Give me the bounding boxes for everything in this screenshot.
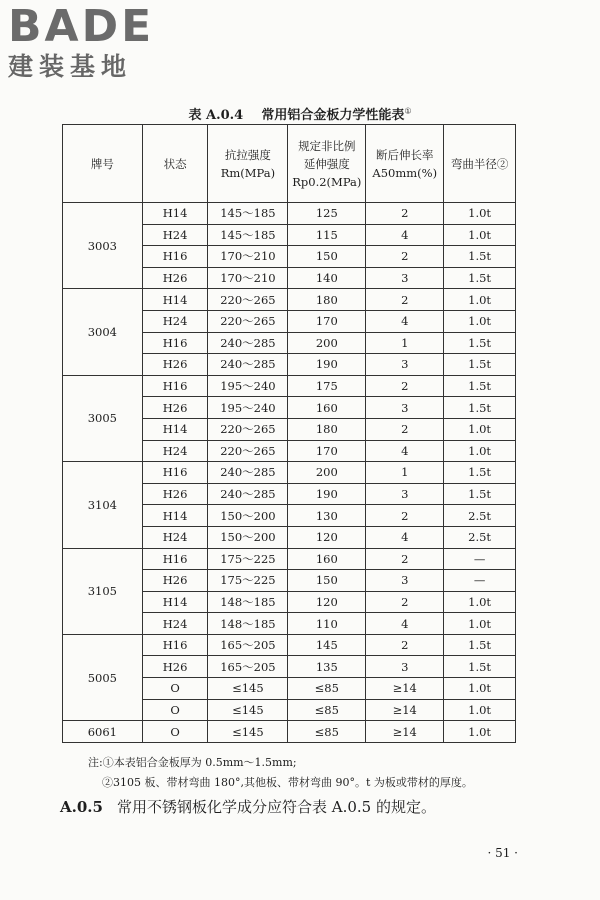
proof-cell: 140	[288, 267, 366, 289]
tensile-cell: 150～200	[208, 505, 288, 527]
bend-radius-cell: 1.5t	[444, 354, 516, 376]
tensile-cell: 195～240	[208, 375, 288, 397]
state-cell: O	[142, 678, 208, 700]
bend-radius-cell: 1.5t	[444, 246, 516, 268]
brand-cell: 3003	[63, 203, 143, 289]
elongation-cell: 3	[366, 483, 444, 505]
elongation-cell: 4	[366, 526, 444, 548]
elongation-cell: 2	[366, 505, 444, 527]
elongation-cell: 4	[366, 224, 444, 246]
bend-radius-cell: 1.0t	[444, 678, 516, 700]
bend-radius-cell: —	[444, 570, 516, 592]
header-proof-line3: Rp0.2(MPa)	[292, 174, 362, 189]
table-row	[63, 548, 516, 570]
proof-cell: 130	[288, 505, 366, 527]
state-cell: H14	[142, 591, 208, 613]
bend-radius-cell: 1.5t	[444, 462, 516, 484]
bend-radius-cell: 1.0t	[444, 440, 516, 462]
header-proof-line2: 延伸强度	[303, 156, 350, 171]
header-tensile-line2: Rm(MPa)	[220, 165, 276, 180]
state-cell: H14	[142, 289, 208, 311]
elongation-cell: 2	[366, 246, 444, 268]
tensile-cell: ≤145	[208, 721, 288, 743]
tensile-cell: ≤145	[208, 678, 288, 700]
tensile-cell: 145～185	[208, 224, 288, 246]
bend-radius-cell: 1.0t	[444, 289, 516, 311]
proof-cell: ≤85	[288, 678, 366, 700]
tensile-cell: 220～265	[208, 440, 288, 462]
table-row	[63, 375, 516, 397]
table-row	[63, 203, 516, 225]
state-cell: H16	[142, 548, 208, 570]
tensile-cell: 220～265	[208, 418, 288, 440]
tensile-cell: 170～210	[208, 267, 288, 289]
proof-cell: 145	[288, 634, 366, 656]
tensile-cell: ≤145	[208, 699, 288, 721]
bend-radius-cell: 1.0t	[444, 418, 516, 440]
bend-radius-cell: 1.0t	[444, 721, 516, 743]
tensile-cell: 240～285	[208, 483, 288, 505]
elongation-cell: 4	[366, 310, 444, 332]
tensile-cell: 150～200	[208, 526, 288, 548]
page-number: · 51 ·	[487, 846, 518, 860]
bend-radius-cell: 1.5t	[444, 397, 516, 419]
tensile-cell: 195～240	[208, 397, 288, 419]
caption-title: 常用铝合金板力学性能表	[261, 108, 405, 123]
bend-radius-cell: 1.0t	[444, 203, 516, 225]
elongation-cell: 1	[366, 332, 444, 354]
tensile-cell: 240～285	[208, 462, 288, 484]
elongation-cell: 3	[366, 397, 444, 419]
state-cell: H24	[142, 526, 208, 548]
bend-radius-cell: 1.5t	[444, 375, 516, 397]
state-cell: H26	[142, 354, 208, 376]
bend-radius-cell: 1.5t	[444, 634, 516, 656]
table-row	[63, 462, 516, 484]
elongation-cell: 4	[366, 613, 444, 635]
elongation-cell: 4	[366, 440, 444, 462]
properties-table	[62, 124, 516, 743]
header-state: 状态	[142, 125, 208, 203]
header-elong-line1: 断后伸长率	[376, 147, 434, 162]
bend-radius-cell: —	[444, 548, 516, 570]
proof-cell: 190	[288, 483, 366, 505]
logo-subtitle: 建装基地	[8, 52, 133, 81]
header-elong-line2: A50mm(%)	[372, 165, 438, 180]
elongation-cell: 2	[366, 375, 444, 397]
brand-cell: 3104	[63, 462, 143, 548]
bend-radius-cell: 1.5t	[444, 332, 516, 354]
state-cell: H26	[142, 570, 208, 592]
bend-radius-cell: 2.5t	[444, 526, 516, 548]
state-cell: H14	[142, 203, 208, 225]
proof-cell: 170	[288, 440, 366, 462]
elongation-cell: 1	[366, 462, 444, 484]
state-cell: H26	[142, 267, 208, 289]
state-cell: H14	[142, 418, 208, 440]
tensile-cell: 240～285	[208, 354, 288, 376]
brand-cell: 6061	[63, 721, 143, 743]
proof-cell: 175	[288, 375, 366, 397]
elongation-cell: 2	[366, 289, 444, 311]
state-cell: H24	[142, 440, 208, 462]
proof-cell: 115	[288, 224, 366, 246]
proof-cell: ≤85	[288, 699, 366, 721]
state-cell: H14	[142, 505, 208, 527]
note-2: ②3105 板、带材弯曲 180°,其他板、带材弯曲 90°。t 为板或带材的厚度。	[102, 776, 473, 789]
tensile-cell: 240～285	[208, 332, 288, 354]
caption-label: 表 A.0.4	[188, 108, 244, 123]
tensile-cell: 148～185	[208, 591, 288, 613]
elongation-cell: 2	[366, 203, 444, 225]
state-cell: H26	[142, 483, 208, 505]
proof-cell: 125	[288, 203, 366, 225]
header-proof-line1: 规定非比例	[298, 138, 356, 153]
elongation-cell: 3	[366, 354, 444, 376]
elongation-cell: 3	[366, 656, 444, 678]
bend-radius-cell: 1.0t	[444, 591, 516, 613]
elongation-cell: 3	[366, 267, 444, 289]
header-tensile	[208, 125, 288, 203]
proof-cell: 150	[288, 246, 366, 268]
proof-cell: 150	[288, 570, 366, 592]
brand-cell: 3005	[63, 375, 143, 461]
tensile-cell: 145～185	[208, 203, 288, 225]
bend-radius-cell: 1.5t	[444, 483, 516, 505]
bend-radius-cell: 1.5t	[444, 656, 516, 678]
state-cell: H16	[142, 332, 208, 354]
table-caption	[0, 104, 600, 123]
tensile-cell: 165～205	[208, 634, 288, 656]
bend-radius-cell: 1.0t	[444, 224, 516, 246]
tensile-cell: 170～210	[208, 246, 288, 268]
proof-cell: 120	[288, 526, 366, 548]
proof-cell: 110	[288, 613, 366, 635]
bend-radius-cell: 1.0t	[444, 699, 516, 721]
proof-cell: 200	[288, 332, 366, 354]
tensile-cell: 165～205	[208, 656, 288, 678]
brand-cell: 5005	[63, 634, 143, 720]
table-row	[63, 289, 516, 311]
state-cell: H16	[142, 375, 208, 397]
caption-footnote-mark: ①	[404, 106, 412, 116]
header-elongation	[366, 125, 444, 203]
proof-cell: 160	[288, 397, 366, 419]
elongation-cell: 2	[366, 418, 444, 440]
bend-radius-cell: 2.5t	[444, 505, 516, 527]
header-proof	[288, 125, 366, 203]
elongation-cell: 2	[366, 591, 444, 613]
elongation-cell: 2	[366, 548, 444, 570]
header-brand: 牌号	[63, 125, 143, 203]
proof-cell: 120	[288, 591, 366, 613]
table-row	[63, 634, 516, 656]
state-cell: H16	[142, 462, 208, 484]
elongation-cell: 2	[366, 634, 444, 656]
elongation-cell: ≥14	[366, 699, 444, 721]
brand-cell: 3105	[63, 548, 143, 634]
note-1: 注:①本表铝合金板厚为 0.5mm～1.5mm;	[88, 756, 297, 769]
header-bend-radius: 弯曲半径②	[444, 125, 516, 203]
bend-radius-cell: 1.5t	[444, 267, 516, 289]
state-cell: H24	[142, 613, 208, 635]
proof-cell: 170	[288, 310, 366, 332]
header-tensile-line1: 抗拉强度	[224, 147, 271, 162]
tensile-cell: 148～185	[208, 613, 288, 635]
elongation-cell: ≥14	[366, 678, 444, 700]
section-number: A.0.5	[60, 798, 103, 816]
bend-radius-cell: 1.0t	[444, 310, 516, 332]
proof-cell: 135	[288, 656, 366, 678]
logo	[8, 1, 155, 82]
elongation-cell: ≥14	[366, 721, 444, 743]
state-cell: H16	[142, 246, 208, 268]
tensile-cell: 175～225	[208, 570, 288, 592]
proof-cell: 190	[288, 354, 366, 376]
state-cell: H24	[142, 224, 208, 246]
tensile-cell: 175～225	[208, 548, 288, 570]
proof-cell: 200	[288, 462, 366, 484]
brand-cell: 3004	[63, 289, 143, 375]
state-cell: H24	[142, 310, 208, 332]
state-cell: O	[142, 699, 208, 721]
elongation-cell: 3	[366, 570, 444, 592]
proof-cell: ≤85	[288, 721, 366, 743]
state-cell: H26	[142, 656, 208, 678]
tensile-cell: 220～265	[208, 289, 288, 311]
table-row	[63, 721, 516, 743]
state-cell: H26	[142, 397, 208, 419]
state-cell: H16	[142, 634, 208, 656]
header-row	[63, 125, 516, 203]
state-cell: O	[142, 721, 208, 743]
proof-cell: 180	[288, 289, 366, 311]
bend-radius-cell: 1.0t	[444, 613, 516, 635]
section-text: 常用不锈钢板化学成分应符合表 A.0.5 的规定。	[116, 798, 436, 816]
tensile-cell: 220～265	[208, 310, 288, 332]
section-a05	[60, 796, 436, 817]
proof-cell: 160	[288, 548, 366, 570]
proof-cell: 180	[288, 418, 366, 440]
logo-word: BADE	[8, 1, 155, 52]
